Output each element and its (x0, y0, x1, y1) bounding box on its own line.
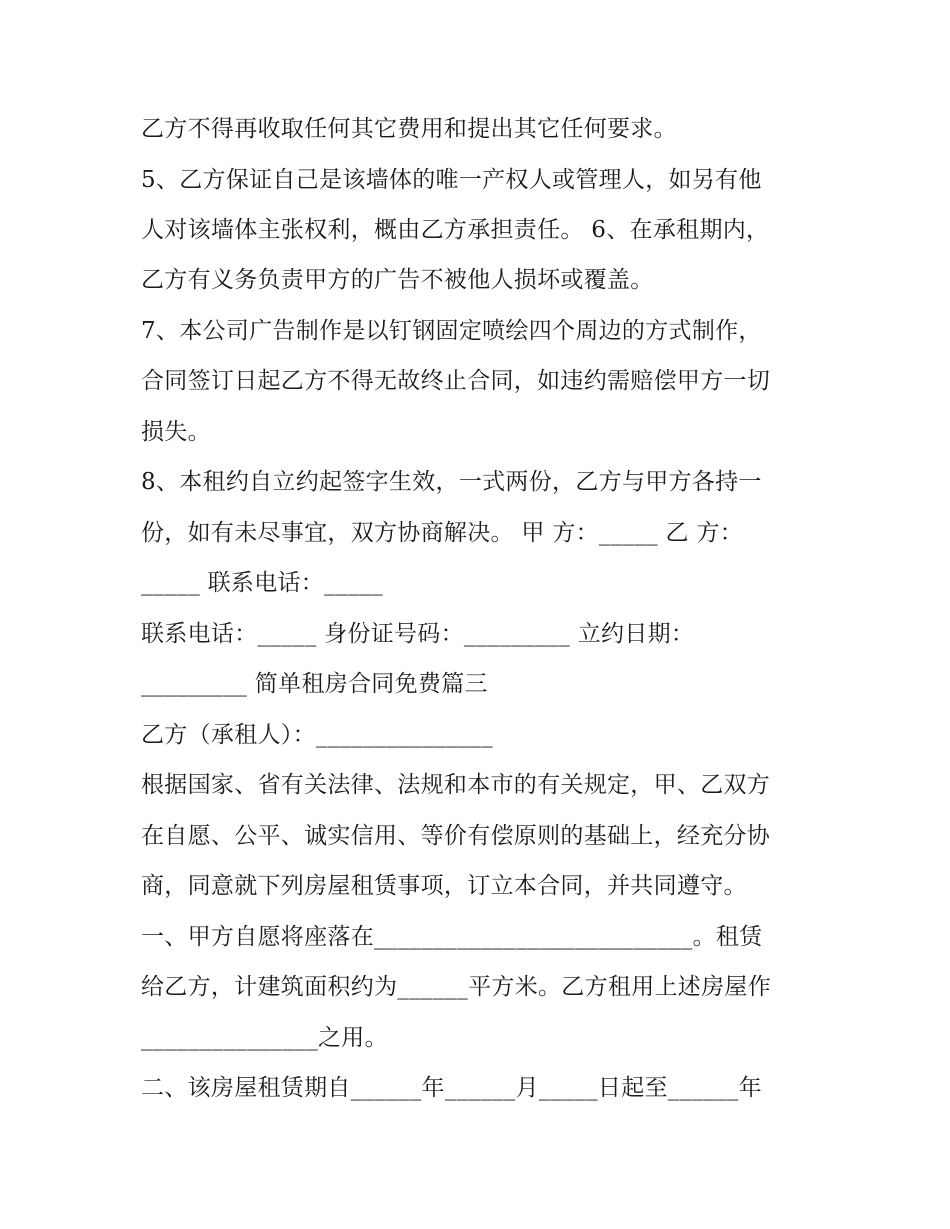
text-line-clause-5-cont: 人对该墙体主张权利，概由乙方承担责任。 6、在承租期内， (141, 217, 770, 243)
text-line-signatures: 份，如有未尽事宜，双方协商解决。 甲 方：_____ 乙 方： (141, 520, 744, 546)
text-line-article-1: 一、甲方自愿将座落在___________________________。租赁 (141, 924, 763, 950)
text-line-article-1-end: _______________之用。 (141, 1025, 388, 1051)
text-line-payment-clause-end: 乙方不得再收取任何其它费用和提出其它任何要求。 (141, 116, 677, 142)
text-line-clause-7: 7、本公司广告制作是以钉钢固定喷绘四个周边的方式制作， (141, 318, 762, 344)
text-line-clause-7-cont: 合同签订日起乙方不得无故终止合同，如违约需赔偿甲方一切 (141, 368, 771, 394)
text-line-preamble-cont: 在自愿、公平、诚实信用、等价有偿原则的基础上，经充分协 (141, 823, 771, 849)
text-line-id-date: 联系电话：_____ 身份证号码：_________ 立约日期： (141, 621, 695, 647)
text-line-contact-phone: _____ 联系电话：_____ (141, 570, 384, 596)
text-line-preamble-end: 商，同意就下列房屋租赁事项，订立本合同，并共同遵守。 (141, 873, 747, 899)
text-line-clause-8: 8、本租约自立约起签字生效，一式两份，乙方与甲方各持一 (141, 469, 762, 495)
text-line-preamble: 根据国家、省有关法律、法规和本市的有关规定，甲、乙双方 (141, 772, 771, 798)
text-line-clause-6-cont: 乙方有义务负责甲方的广告不被他人损坏或覆盖。 (141, 267, 654, 293)
text-line-clause-7-end: 损失。 (141, 419, 211, 445)
text-line-article-2: 二、该房屋租赁期自______年______月_____日起至______年 (141, 1075, 762, 1101)
text-line-clause-5: 5、乙方保证自己是该墙体的唯一产权人或管理人，如另有他 (141, 167, 762, 193)
text-line-section-title: _________ 简单租房合同免费篇三 (141, 671, 488, 697)
text-line-tenant: 乙方（承租人）：_______________ (141, 722, 493, 748)
text-line-article-1-cont: 给乙方，计建筑面积约为______平方米。乙方租用上述房屋作 (141, 974, 771, 1000)
